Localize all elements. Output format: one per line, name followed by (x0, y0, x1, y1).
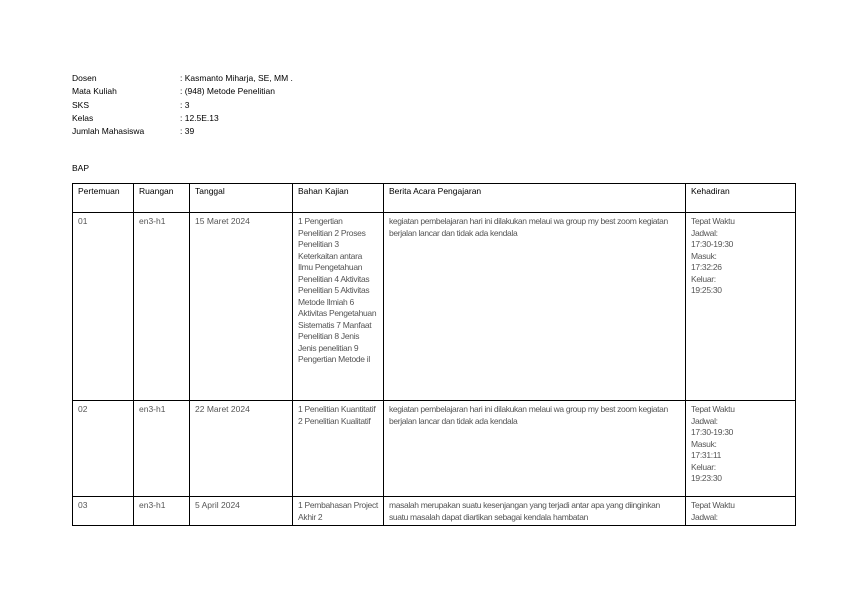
kehadiran-line: 19:23:30 (691, 473, 722, 483)
header-berita-acara: Berita Acara Pengajaran (384, 184, 686, 213)
cell-ruangan: en3-h1 (134, 213, 190, 401)
kehadiran-line: 17:31:11 (691, 450, 722, 460)
kehadiran-line: Jadwal: (691, 227, 718, 238)
cell-pertemuan: 02 (73, 401, 134, 497)
cell-tanggal: 15 Maret 2024 (190, 213, 293, 401)
cell-bahan-kajian: 1 Penelitian Kuantitatif 2 Penelitian Kualitatif (293, 401, 384, 497)
course-info (72, 72, 293, 138)
header-bahan-kajian: Bahan Kajian (293, 184, 384, 213)
info-row-mata-kuliah (72, 85, 293, 98)
kehadiran-line: Keluar: (691, 461, 716, 472)
info-value: : 3 (180, 99, 190, 110)
cell-berita-acara: masalah merupakan suatu kesenjangan yang terjadi antar apa yang diinginkan suatu masalah dapat diartikan sebagai kendala hambatan (384, 497, 686, 526)
info-label: Mata Kuliah (72, 86, 117, 97)
cell-kehadiran (686, 497, 796, 526)
kehadiran-line: Masuk: (691, 438, 717, 449)
kehadiran-line: 17:30-19:30 (691, 239, 734, 249)
info-row-kelas (72, 112, 293, 125)
header-pertemuan: Pertemuan (73, 184, 134, 213)
table-header-row (73, 184, 796, 213)
info-value: : (948) Metode Penelitian (180, 86, 275, 97)
kehadiran-line: Tepat Waktu (691, 500, 735, 510)
info-label: Jumlah Mahasiswa (72, 126, 145, 137)
cell-tanggal: 22 Maret 2024 (190, 401, 293, 497)
cell-pertemuan: 01 (73, 213, 134, 401)
info-value: : Kasmanto Miharja, SE, MM . (180, 73, 293, 83)
info-row-dosen (72, 72, 293, 85)
info-label: Dosen (72, 73, 97, 83)
cell-bahan-kajian: 1 Pengertian Penelitian 2 Proses Penelitian 3 Keterkaitan antara Ilmu Pengetahuan Penelitian 4 Aktivitas Penelitian 5 Aktivitas Metode Ilmiah 6 Aktivitas Pengetahuan Sistematis 7 Manfaat Penelitian 8 Jenis Jenis penelitian 9 Pengertian Metode il (293, 213, 384, 401)
kehadiran-line: 19:25:30 (691, 285, 722, 295)
kehadiran-line: Jadwal: (691, 511, 718, 522)
cell-pertemuan: 03 (73, 497, 134, 526)
kehadiran-line: Tepat Waktu (691, 216, 735, 226)
table-row (73, 213, 796, 401)
cell-kehadiran (686, 401, 796, 497)
cell-ruangan: en3-h1 (134, 401, 190, 497)
section-title: BAP (72, 163, 90, 173)
header-kehadiran: Kehadiran (686, 184, 796, 213)
info-label: Kelas (72, 112, 94, 123)
info-value: : 39 (180, 126, 195, 137)
cell-ruangan: en3-h1 (134, 497, 190, 526)
cell-kehadiran (686, 213, 796, 401)
header-ruangan: Ruangan (134, 184, 190, 213)
header-tanggal: Tanggal (190, 184, 293, 213)
kehadiran-line: Keluar: (691, 273, 716, 284)
kehadiran-line: Jadwal: (691, 415, 718, 426)
cell-berita-acara: kegiatan pembelajaran hari ini dilakukan melaui wa group my best zoom kegiatan berjalan lancar dan tidak ada kendala (384, 213, 686, 401)
info-value: : 12.5E.13 (180, 112, 219, 123)
kehadiran-line: 17:32:26 (691, 262, 722, 272)
info-label: SKS (72, 99, 90, 110)
table-row (73, 401, 796, 497)
kehadiran-clip (691, 500, 790, 525)
info-row-sks (72, 99, 293, 112)
table-row (73, 497, 796, 526)
kehadiran-line: Masuk: (691, 250, 717, 261)
cell-tanggal: 5 April 2024 (190, 497, 293, 526)
kehadiran-line: Tepat Waktu (691, 404, 735, 414)
info-row-jumlah-mahasiswa (72, 125, 293, 138)
bap-table (72, 183, 796, 526)
kehadiran-line: 17:30-19:30 (691, 427, 734, 437)
cell-berita-acara: kegiatan pembelajaran hari ini dilakukan melaui wa group my best zoom kegiatan berjalan lancar dan tidak ada kendala (384, 401, 686, 497)
cell-bahan-kajian: 1 Pembahasan Project Akhir 2 (293, 497, 384, 526)
